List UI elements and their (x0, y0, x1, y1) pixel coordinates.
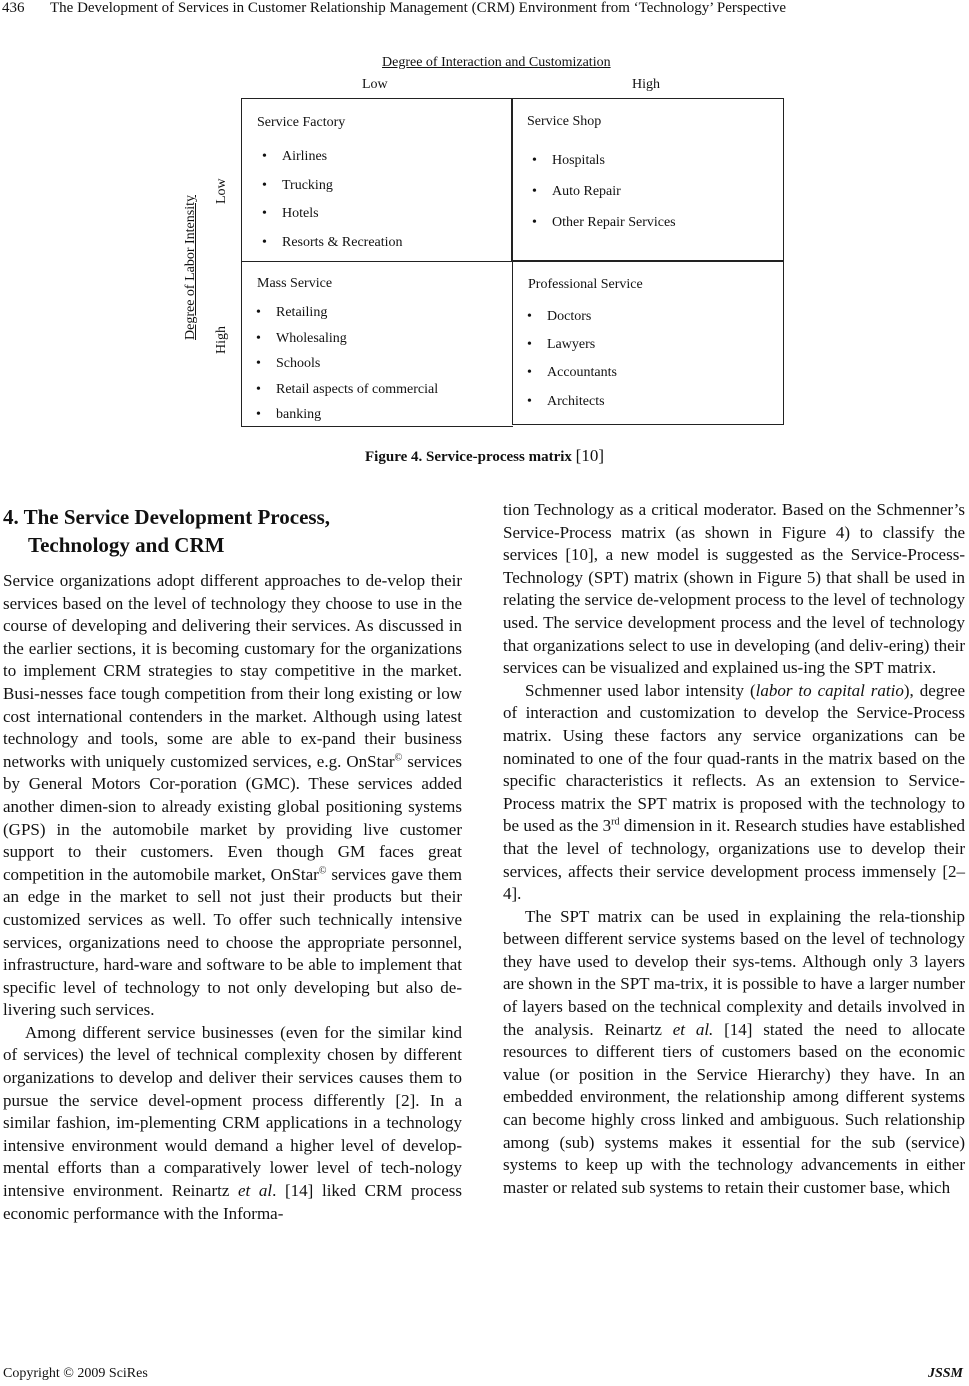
x-axis-title: Degree of Interaction and Customization (382, 55, 611, 70)
list-item: • Auto Repair (552, 176, 676, 207)
figure-caption (0, 446, 969, 466)
paragraph: tion Technology as a critical moderator. Based on the Schmenner’s Service-Process matrix (as shown in Figure 4) to classify the services [10], a new model is suggested as the Service-Process-Technology (SPT) matrix (shown in Figure 5) that shall be used in relating the service de-velopment process to the level of technology used. The service development process and the level of technology that organizations select to use in developing (and deliv-ering) their services can be visualized and explained us-ing the SPT matrix. (503, 500, 965, 678)
list-item: • Accountants (547, 359, 617, 387)
page-number: 436 (2, 0, 25, 16)
y-axis-high-label: High (214, 326, 229, 354)
list-item: • Wholesaling (276, 326, 438, 352)
footer-journal: JSSM (927, 1366, 963, 1381)
list-item: • banking (276, 402, 438, 428)
list-item: • Other Repair Services (552, 207, 676, 238)
x-axis-high-label: High (632, 77, 660, 92)
paragraph: Schmenner used labor intensity (labor to capital ratio), degree of interaction and customization to develop the Service-Process matrix. Using these factors any service organizations can be nominated to one of the four quad-rants in the matrix based on the specific characteristics it reflects. As an extension to Service-Process matrix the SPT matrix is proposed with the technology to be used as the 3rd dimension in it. Research studies have established that the level of technology, organizations use to develop their services, affects their service development process immensely [2–4]. (503, 680, 965, 904)
cell-title: Service Shop (527, 114, 602, 129)
right-column (503, 499, 965, 1199)
running-title: The Development of Services in Customer Relationship Management (CRM) Environment from ‘Technology’ Perspective (50, 0, 786, 16)
paragraph: Service organizations adopt different approaches to de-velop their services based on the level of technology they choose to use in the course of developing and delivering their services. As discussed in the earlier sections, it is becoming customary for the organizations to implement CRM strategies to stay competitive in the market. Busi-nesses face tough competition from their long existing or low cost international contenders in the market. Although using latest technology and tools, some are able to ex-pand their business networks with uniquely customized services, e.g. OnStar© services by General Motors Cor-poration (GMC). These services added another dimen-sion to already existing global positioning systems (GPS) in the automobile market by providing live customer support to their customers. Even though GM faces great competition in the automobile market, OnStar© services gave them an edge in the market to sell not just their products but their customized services as well. To offer such technically intensive services, organizations need to choose the appropriate personnel, infrastructure, hard-ware and software to be able to implement that specific level of technology to not only developing but also de-livering such services. (3, 571, 462, 1020)
section-heading (3, 503, 330, 559)
list-item: • Airlines (282, 143, 403, 172)
caption-label: Figure 4. Service-process matrix (365, 449, 572, 465)
list-item: • Hotels (282, 200, 403, 229)
list-item: • Lawyers (547, 331, 617, 359)
left-column (3, 570, 462, 1225)
y-axis-title: Degree of Labor Intensity (183, 195, 198, 340)
x-axis-low-label: Low (362, 77, 388, 92)
list-item: • Hospitals (552, 145, 676, 176)
list-item: • Retail aspects of commercial (276, 377, 438, 403)
caption-reference: [10] (575, 446, 604, 465)
cell-title: Mass Service (257, 276, 333, 291)
matrix-cell-mass-service (241, 261, 513, 427)
list-item: • Architects (547, 388, 617, 416)
cell-title: Professional Service (528, 277, 643, 292)
list-item: • Trucking (282, 172, 403, 201)
paragraph: The SPT matrix can be used in explaining the rela-tionship between different service systems based on the level of technology they have used to develop their sys-tems. Although only 3 layers are shown in the SPT ma-trix, it is possible to have a larger number of layers based on the technical complexity and details involved in the analysis. Reinartz et al. [14] stated the need to allocate resources to different tiers of customers based on the economic value (or position in the Service Hierarchy) they have. In an embedded environment, the relationship among different systems can become highly cross linked and ambiguous. Such relationship among (sub) systems makes it essential for the sub (service) systems to keep up with the technology advancements in either master or related sub systems to retain their customer base, which (503, 906, 965, 1197)
list-item: • Schools (276, 351, 438, 377)
matrix-cell-service-shop (512, 98, 784, 262)
matrix-cell-service-factory (241, 98, 513, 262)
list-item: • Resorts & Recreation (282, 229, 403, 258)
matrix-cell-professional-service (512, 261, 784, 425)
list-item: • Doctors (547, 303, 617, 331)
paragraph: Among different service businesses (even for the similar kind of services) the level of technical complexity chosen by different organizations to develop and deliver their services causes them to pursue the service devel-opment process differently [2]. In a similar fashion, im-plementing CRM applications in a technology intensive environment would demand a higher level of develop-mental efforts than a comparatively lower level of tech-nology intensive environment. Reinartz et al. [14] liked CRM process economic performance with the Informa- (3, 1022, 462, 1223)
cell-title: Service Factory (257, 115, 346, 130)
list-item: • Retailing (276, 300, 438, 326)
section-heading-line2: Technology and CRM (28, 533, 225, 557)
y-axis-low-label: Low (214, 178, 229, 204)
copyright-superscript: © (394, 752, 403, 764)
section-heading-line1: 4. The Service Development Process, (3, 505, 330, 529)
footer-copyright: Copyright © 2009 SciRes (3, 1366, 148, 1381)
copyright-superscript: © (318, 865, 327, 877)
